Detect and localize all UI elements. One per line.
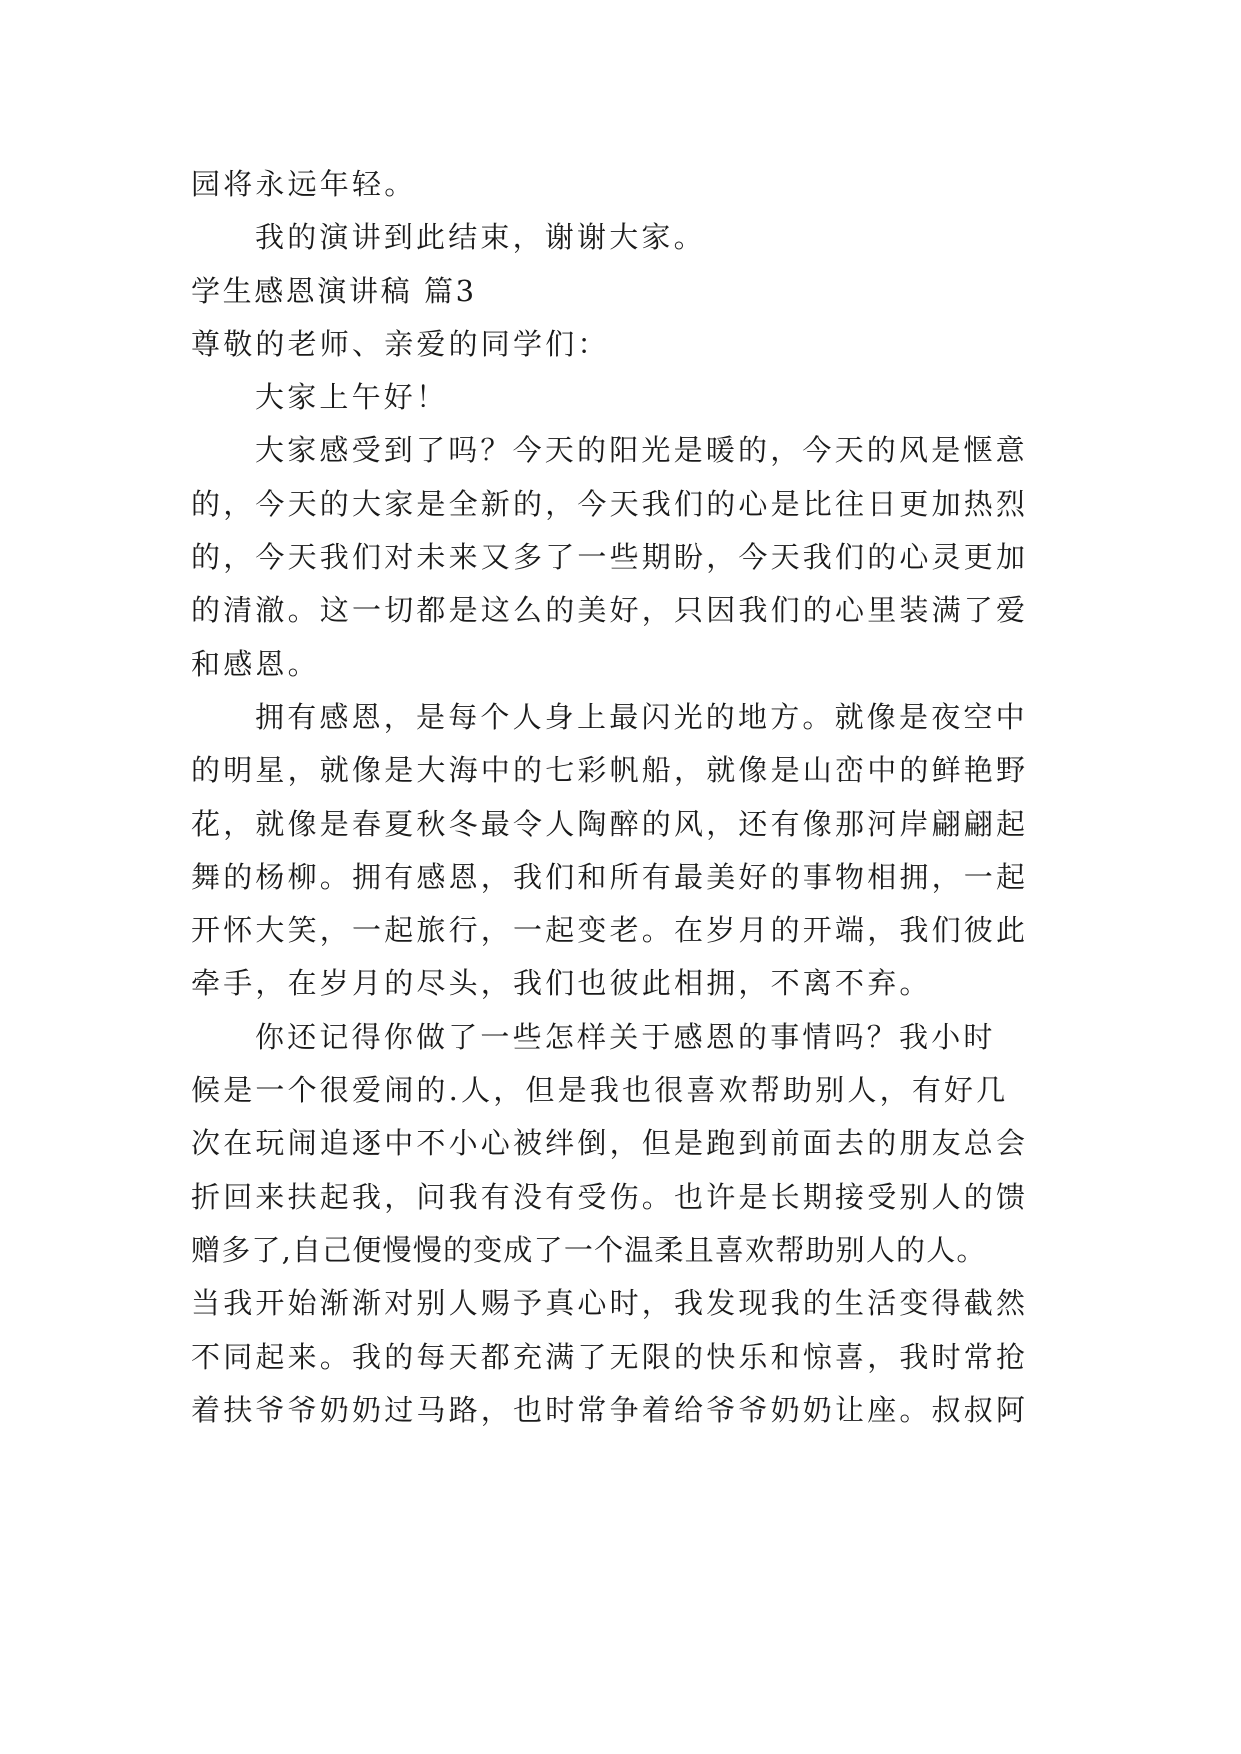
text-line: 着扶爷爷奶奶过马路，也时常争着给爷爷奶奶让座。叔叔阿	[191, 1392, 1029, 1427]
document-body	[191, 158, 1053, 1437]
text-line: 次在玩闹追逐中不小心被绊倒，但是跑到前面去的朋友总会	[191, 1126, 1029, 1161]
greeting: 大家上午好！	[255, 380, 449, 415]
text-line: 的清澈。这一切都是这么的美好，只因我们的心里装满了爱	[191, 593, 1029, 628]
text-line: 花，就像是春夏秋冬最令人陶醉的风，还有像那河岸翩翩起	[191, 806, 1029, 841]
text-line: 大家感受到了吗？今天的阳光是暖的，今天的风是惬意	[255, 433, 1028, 468]
text-line: 牵手，在岁月的尽头，我们也彼此相拥，不离不弃。	[191, 966, 932, 1001]
text-line: 折回来扶起我，问我有没有受伤。也许是长期接受别人的馈	[191, 1179, 1029, 1214]
text-line: 你还记得你做了一些怎样关于感恩的事情吗？我小时	[255, 1019, 996, 1054]
text-line: 开怀大笑，一起旅行，一起变老。在岁月的开端，我们彼此	[191, 913, 1029, 948]
text-line: 舞的杨柳。拥有感恩，我们和所有最美好的事物相拥，一起	[191, 859, 1029, 894]
text-line: 的明星，就像是大海中的七彩帆船，就像是山峦中的鲜艳野	[191, 753, 1029, 788]
text-line: 赠多了,自己便慢慢的变成了一个温柔且喜欢帮助别人的人。	[191, 1232, 987, 1267]
text-line: 我的演讲到此结束，谢谢大家。	[255, 220, 706, 255]
text-line: 园将永远年轻。	[191, 167, 417, 201]
salutation: 尊敬的老师、亲爱的同学们：	[191, 326, 610, 361]
text-line: 拥有感恩，是每个人身上最闪光的地方。就像是夜空中	[255, 699, 1028, 734]
text-line: 候是一个很爱闹的.人，但是我也很喜欢帮助别人，有好几	[191, 1073, 1009, 1108]
section-heading: 学生感恩演讲稿 篇3	[191, 273, 477, 308]
text-line: 不同起来。我的每天都充满了无限的快乐和惊喜，我时常抢	[191, 1339, 1029, 1374]
text-line: 的，今天的大家是全新的，今天我们的心是比往日更加热烈	[191, 486, 1029, 521]
text-line: 和感恩。	[191, 646, 320, 681]
text-line: 的，今天我们对未来又多了一些期盼，今天我们的心灵更加	[191, 540, 1029, 575]
text-line: 当我开始渐渐对别人赐予真心时，我发现我的生活变得截然	[191, 1286, 1029, 1321]
